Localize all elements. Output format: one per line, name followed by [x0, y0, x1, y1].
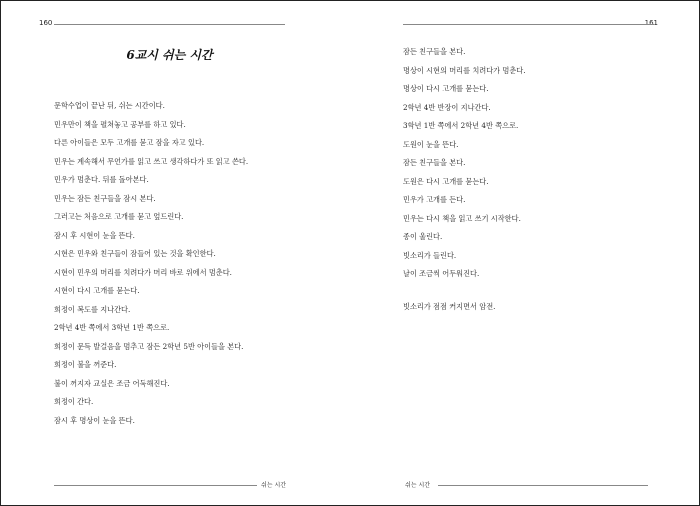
header-rule	[403, 24, 654, 25]
text-line: 민우가 멈춘다. 뒤를 돌아본다.	[54, 175, 149, 184]
text-line: 종이 울린다.	[403, 232, 443, 241]
text-line: 잠시 후 시현이 눈을 뜬다.	[54, 230, 135, 240]
chapter-title: 6교시 쉬는 시간	[126, 48, 213, 62]
footer-rule	[54, 485, 257, 486]
text-line: 민우는 계속해서 무언가를 읽고 쓰고 생각하다가 또 읽고 쓴다.	[54, 156, 249, 166]
text-line: 민우만이 책을 펼쳐놓고 공부를 하고 있다.	[54, 119, 186, 129]
left-page	[1, 1, 350, 505]
right-page	[350, 1, 699, 505]
text-line: 잠시 후 명상이 눈을 뜬다.	[54, 415, 135, 425]
text-line: 명상이 시현의 머리를 치려다가 멈춘다.	[403, 65, 526, 75]
text-line: 빗소리가 들린다.	[403, 250, 457, 260]
text-line: 명상이 다시 고개를 묻는다.	[403, 84, 489, 93]
text-line: 문학수업이 끝난 뒤, 쉬는 시간이다.	[54, 101, 165, 110]
text-line: 2학년 4반 반장이 지나간다.	[403, 102, 491, 112]
text-line: 도원이 눈을 뜬다.	[403, 139, 459, 149]
text-line: 시현이 민우의 머리를 치려다가 머리 바로 위에서 멈춘다.	[54, 267, 232, 277]
running-title: 쉬는 시간	[405, 482, 431, 489]
header-rule	[54, 24, 285, 25]
text-line: 희정이 간다.	[54, 397, 94, 406]
text-line: 민우가 고개를 든다.	[403, 195, 466, 204]
body-text	[403, 43, 653, 284]
footer-rule	[438, 485, 648, 486]
text-line: 희정이 복도를 지나간다.	[54, 304, 131, 314]
text-line: 잠든 친구들을 본다.	[403, 158, 466, 167]
text-line: 날이 조금씩 어두워진다.	[403, 269, 480, 278]
text-line: 불이 꺼지자 교실은 조금 어둑해진다.	[54, 378, 170, 388]
text-line: 시현이 다시 고개를 묻는다.	[54, 286, 140, 295]
text-line: 희정이 문득 발걸음을 멈추고 잠든 2학년 5반 아이들을 본다.	[54, 341, 244, 351]
running-title: 쉬는 시간	[261, 482, 287, 489]
page-number: 160	[39, 19, 53, 27]
text-line: 다른 아이들은 모두 고개를 묻고 잠을 자고 있다.	[54, 138, 205, 147]
page-number: 161	[644, 19, 658, 27]
text-line: 도원은 다시 고개를 묻는다.	[403, 176, 489, 186]
text-line: 희정이 불을 꺼준다.	[54, 360, 117, 369]
text-line: 3학년 1반 쪽에서 2학년 4반 쪽으로.	[403, 121, 519, 130]
body-text	[54, 97, 304, 430]
closing-line: 빗소리가 점점 커지면서 암전.	[403, 302, 496, 311]
text-line: 잠든 친구들을 본다.	[403, 47, 466, 56]
text-line: 민우는 잠든 친구들을 잠시 본다.	[54, 193, 156, 203]
text-line: 그러고는 처음으로 고개를 묻고 엎드린다.	[54, 212, 184, 221]
text-line: 민우는 다시 책을 읽고 쓰기 시작한다.	[403, 213, 521, 223]
text-line: 2학년 4반 쪽에서 3학년 1반 쪽으로.	[54, 323, 170, 332]
text-line: 시현은 민우와 친구들이 잠들어 있는 것을 확인한다.	[54, 249, 216, 258]
